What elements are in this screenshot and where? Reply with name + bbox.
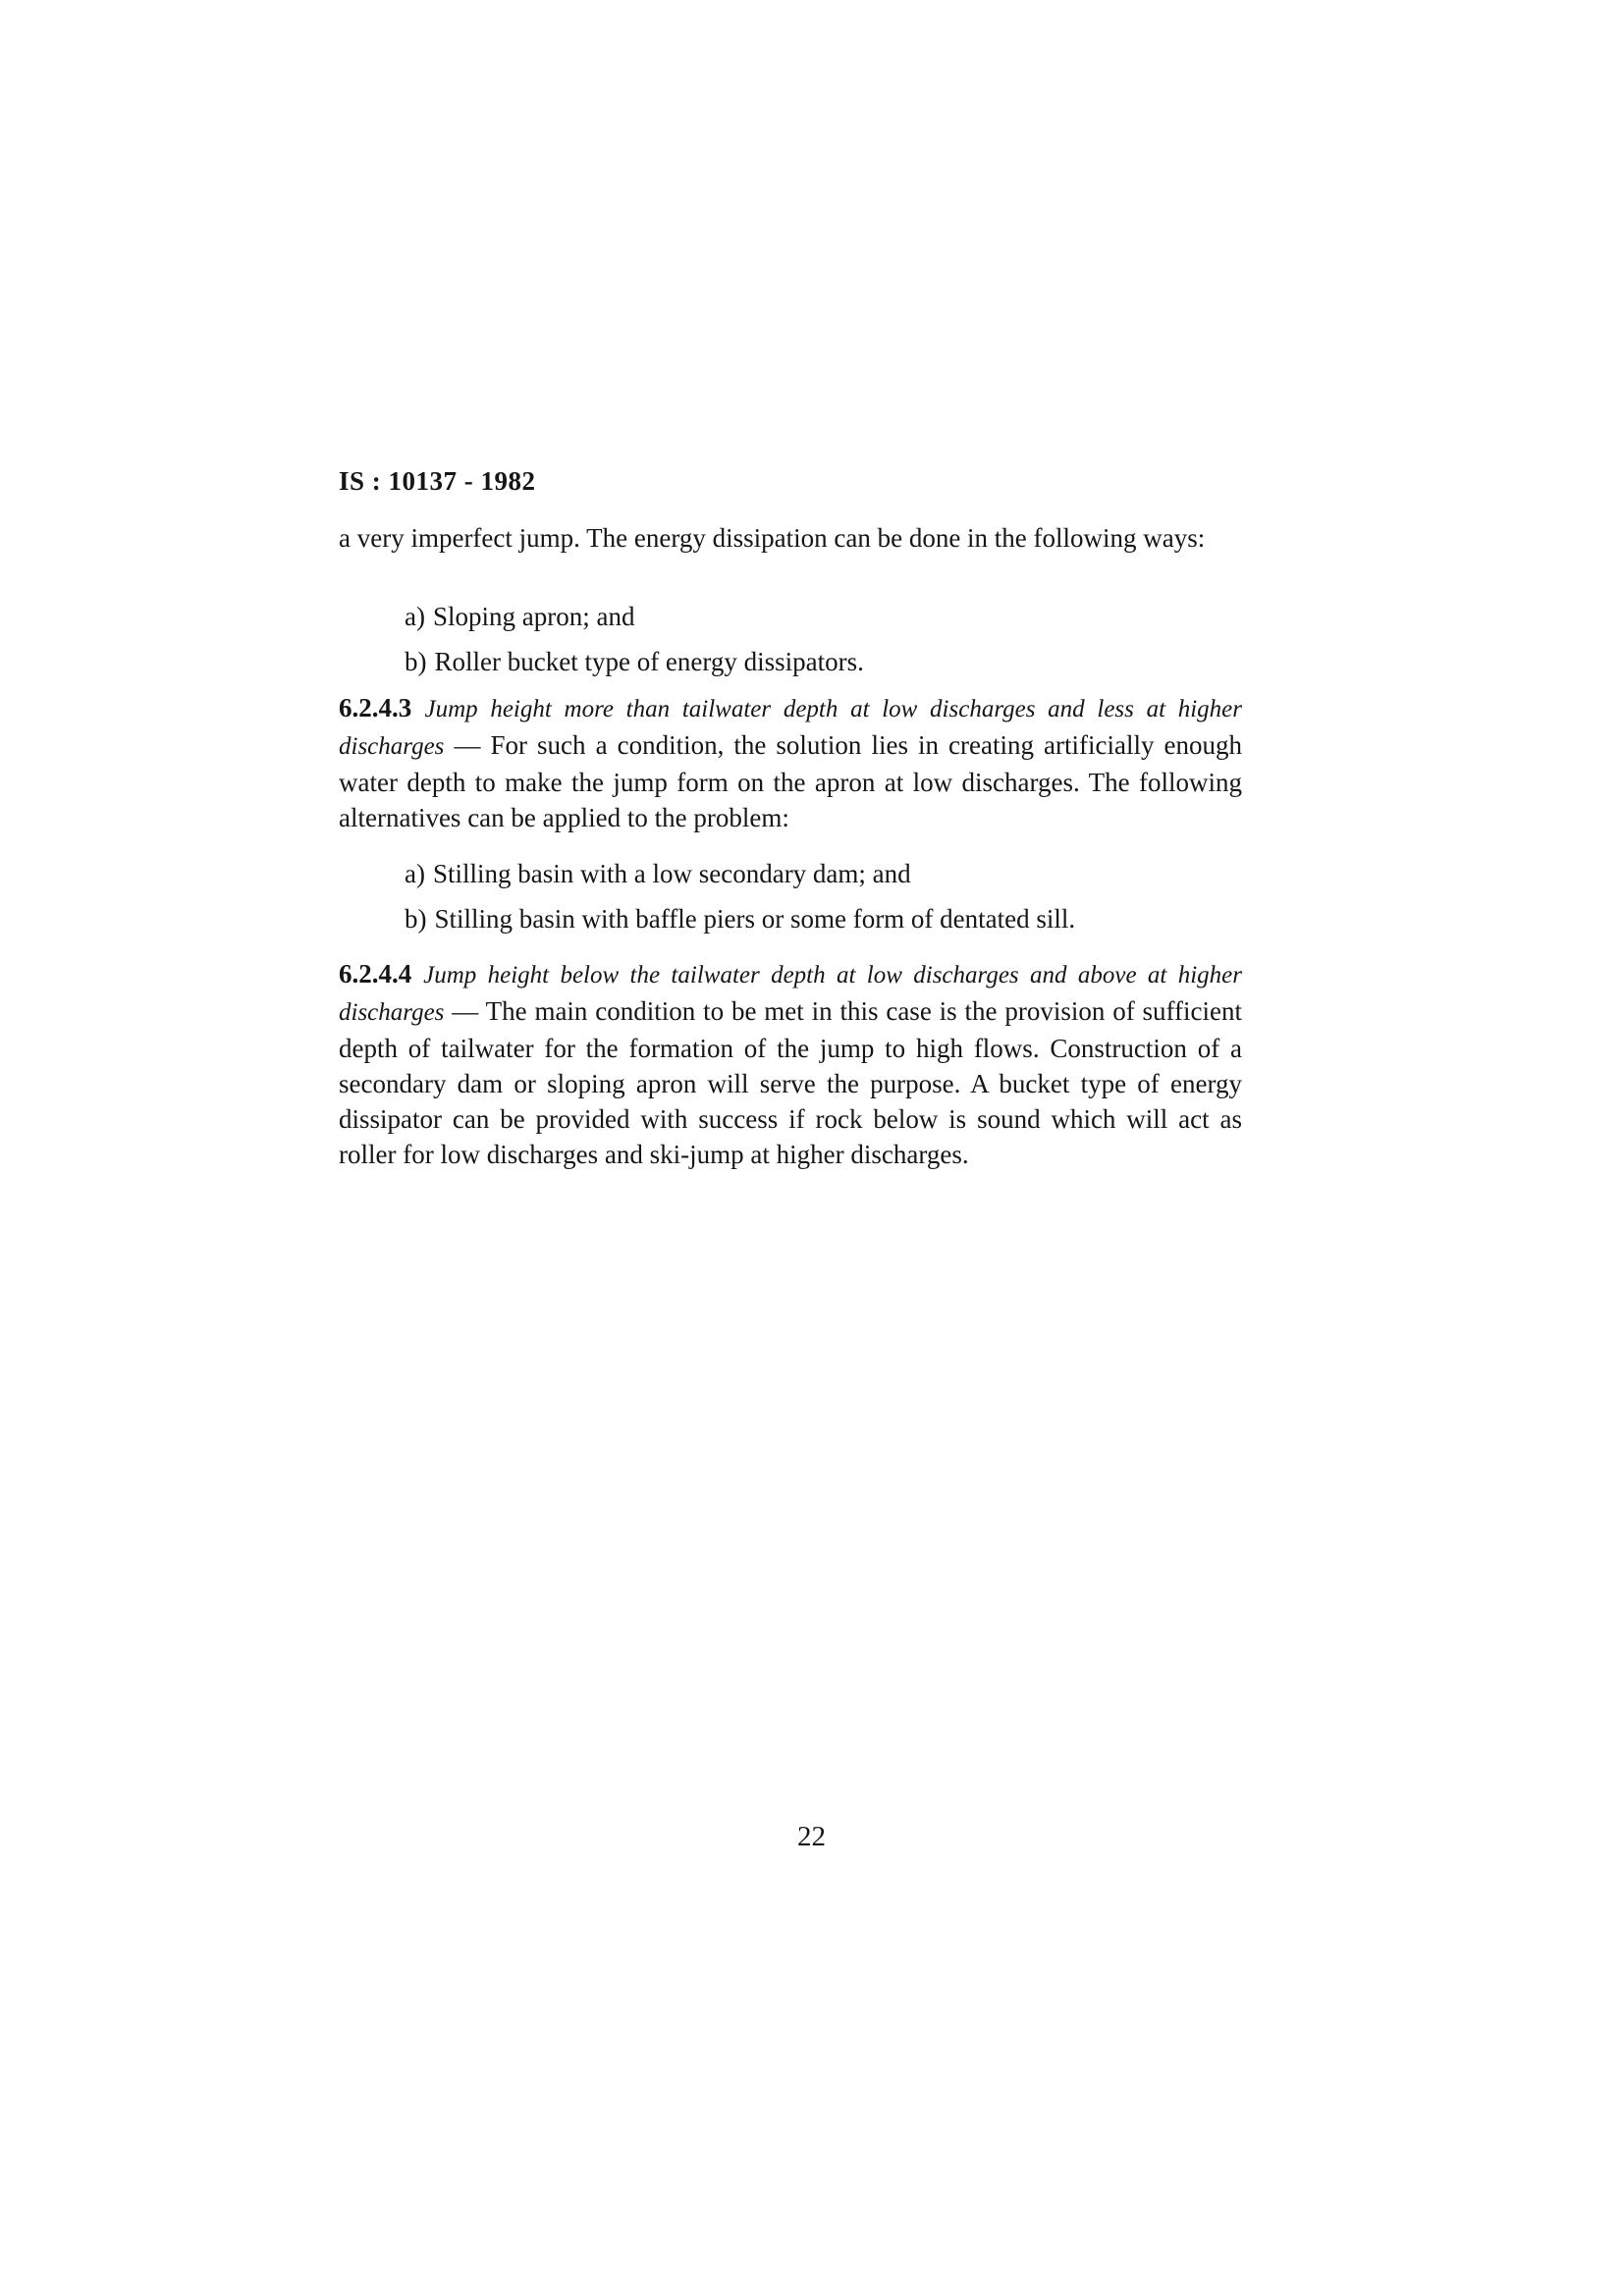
list-item-text: Stilling basin with a low secondary dam; and — [432, 859, 911, 888]
list-item-text: Stilling basin with baffle piers or some form of dentated sill. — [434, 904, 1076, 934]
section-text: For such a condition, the solution lies in creating artificially enough water depth to make the jump form on the apron at low discharges. The following alternatives can be applied to the problem: — [339, 730, 1243, 832]
list-item-text: Roller bucket type of energy dissipators. — [434, 647, 864, 676]
standard-header: IS : 10137 - 1982 — [339, 466, 536, 496]
section-dash: — — [444, 996, 486, 1026]
list-marker: b) — [405, 647, 427, 676]
section-text: The main condition to be met in this case is the provision of sufficient depth of tailwater for the formation of the jump to high flows. Construction of a secondary dam or sloping apron will serve the purpose. A bucket type of energy dissipator can be provided with success if rock below is sound which will act as roller for low discharges and ski-jump at higher discharges. — [339, 996, 1243, 1169]
section-6-2-4-3-paragraph — [339, 690, 1242, 835]
alternatives-list — [405, 856, 1249, 946]
list-item — [405, 599, 1249, 634]
dissipation-methods-list — [405, 599, 1249, 689]
list-item — [405, 644, 1249, 679]
section-title: Jump height more than tailwater depth at low discharges and less at higher discharges — [339, 696, 1243, 760]
list-marker: b) — [405, 904, 427, 934]
list-marker: a) — [405, 859, 425, 888]
section-dash: — — [444, 730, 491, 760]
list-item — [405, 901, 1249, 936]
list-marker: a) — [405, 602, 425, 631]
section-number: 6.2.4.3 — [339, 693, 412, 722]
section-6-2-4-4-paragraph — [339, 956, 1242, 1172]
list-item — [405, 856, 1249, 891]
intro-paragraph: a very imperfect jump. The energy dissipation can be done in the following ways: — [339, 523, 1206, 553]
list-item-text: Sloping apron; and — [432, 602, 635, 631]
section-number: 6.2.4.4 — [339, 959, 412, 988]
section-title: Jump height below the tailwater depth at low discharges and above at higher discharges — [339, 962, 1242, 1026]
page-number: 22 — [797, 1821, 826, 1852]
